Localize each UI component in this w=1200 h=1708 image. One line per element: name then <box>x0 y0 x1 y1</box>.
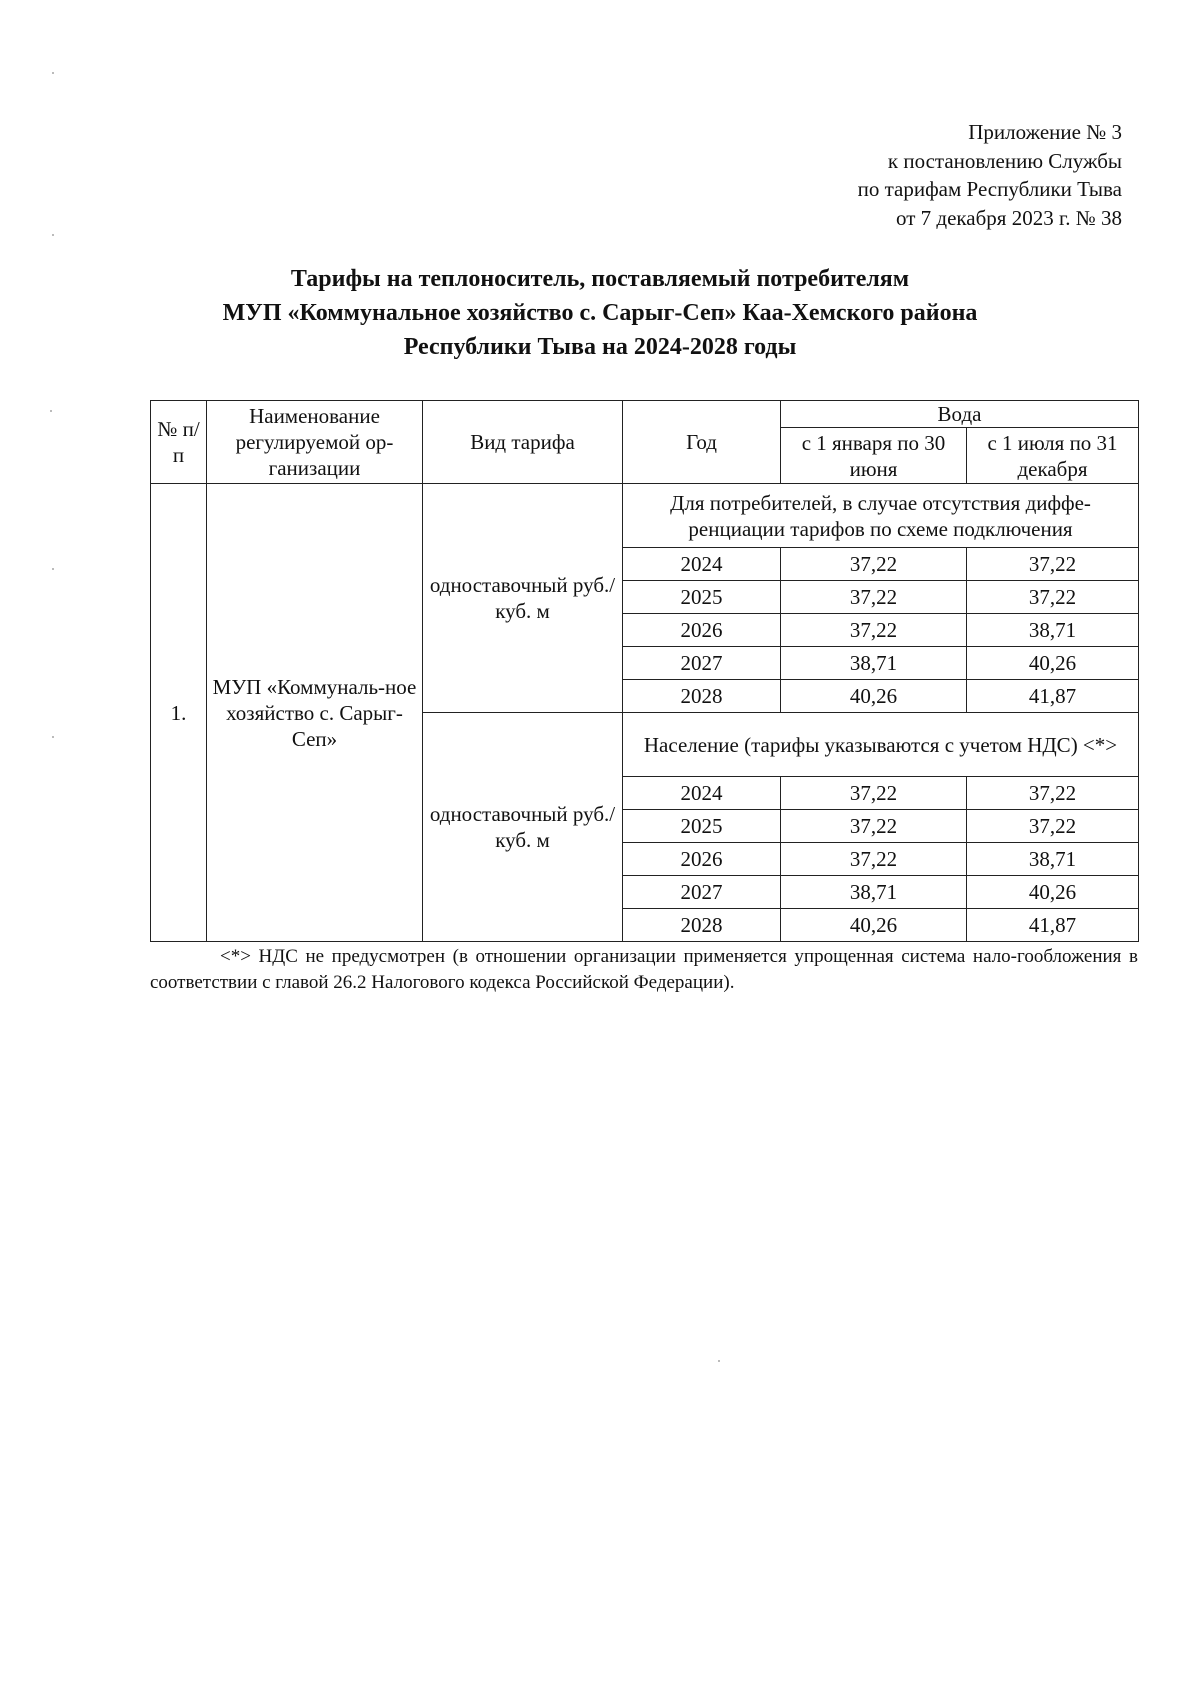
value-cell: 38,71 <box>967 614 1139 647</box>
value-cell: 40,26 <box>781 909 967 942</box>
value-cell: 37,22 <box>781 843 967 876</box>
group-2-tariff-type: одноставочный руб./куб. м <box>423 713 623 942</box>
appendix-date: от 7 декабря 2023 г. № 38 <box>896 205 1122 230</box>
tariff-table <box>150 400 1139 942</box>
year-cell: 2027 <box>623 647 781 680</box>
row-number: 1. <box>151 484 207 942</box>
value-cell: 37,22 <box>781 614 967 647</box>
title-line-2: МУП «Коммунальное хозяйство с. Сарыг-Сеп» Каа-Хемского района <box>222 300 978 326</box>
group-1-heading: Для потребителей, в случае отсутствия диффе-ренциации тарифов по схеме подключения <box>623 484 1139 548</box>
title-line-1: Тарифы на теплоноситель, поставляемый потребителям <box>290 266 910 292</box>
scan-speck <box>52 72 54 74</box>
header-number: № п/п <box>151 401 207 484</box>
header-water: Вода <box>781 401 1139 428</box>
header-period-1: с 1 января по 30 июня <box>781 428 967 484</box>
scan-speck <box>52 736 54 738</box>
value-cell: 40,26 <box>967 876 1139 909</box>
header-organization: Наименование регулируемой ор-ганизации <box>207 401 423 484</box>
value-cell: 37,22 <box>781 810 967 843</box>
title-line-3: Республики Тыва на 2024-2028 годы <box>403 334 797 360</box>
organization-name: МУП «Коммуналь-ное хозяйство с. Сарыг-Сеп» <box>207 484 423 942</box>
value-cell: 40,26 <box>967 647 1139 680</box>
value-cell: 38,71 <box>781 876 967 909</box>
appendix-header <box>858 118 1122 232</box>
value-cell: 37,22 <box>967 548 1139 581</box>
value-cell: 37,22 <box>781 581 967 614</box>
header-period-2: с 1 июля по 31 декабря <box>967 428 1139 484</box>
year-cell: 2028 <box>623 680 781 713</box>
document-title <box>0 262 1200 364</box>
value-cell: 40,26 <box>781 680 967 713</box>
value-cell: 38,71 <box>967 843 1139 876</box>
year-cell: 2028 <box>623 909 781 942</box>
vat-footnote: <*> НДС не предусмотрен (в отношении организации применяется упрощенная система нало-гообложения в соответствии с главой 26.2 Налогового кодекса Российской Федерации). <box>150 946 1138 993</box>
scan-speck <box>50 410 52 412</box>
year-cell: 2025 <box>623 581 781 614</box>
value-cell: 41,87 <box>967 680 1139 713</box>
year-cell: 2027 <box>623 876 781 909</box>
value-cell: 37,22 <box>781 548 967 581</box>
group-1-tariff-type: одноставочный руб./куб. м <box>423 484 623 713</box>
year-cell: 2026 <box>623 843 781 876</box>
scan-speck <box>718 1360 720 1362</box>
scan-speck <box>52 234 54 236</box>
appendix-resolution: к постановлению Службы <box>887 148 1122 173</box>
year-cell: 2026 <box>623 614 781 647</box>
value-cell: 37,22 <box>967 581 1139 614</box>
year-cell: 2024 <box>623 777 781 810</box>
header-tariff-type: Вид тарифа <box>423 401 623 484</box>
header-year: Год <box>623 401 781 484</box>
scan-speck <box>52 568 54 570</box>
value-cell: 37,22 <box>967 777 1139 810</box>
year-cell: 2025 <box>623 810 781 843</box>
value-cell: 37,22 <box>781 777 967 810</box>
appendix-service: по тарифам Республики Тыва <box>857 177 1122 201</box>
value-cell: 38,71 <box>781 647 967 680</box>
group-2-heading: Население (тарифы указываются с учетом НДС) <*> <box>623 713 1139 777</box>
value-cell: 41,87 <box>967 909 1139 942</box>
value-cell: 37,22 <box>967 810 1139 843</box>
appendix-number: Приложение № 3 <box>968 120 1122 144</box>
year-cell: 2024 <box>623 548 781 581</box>
